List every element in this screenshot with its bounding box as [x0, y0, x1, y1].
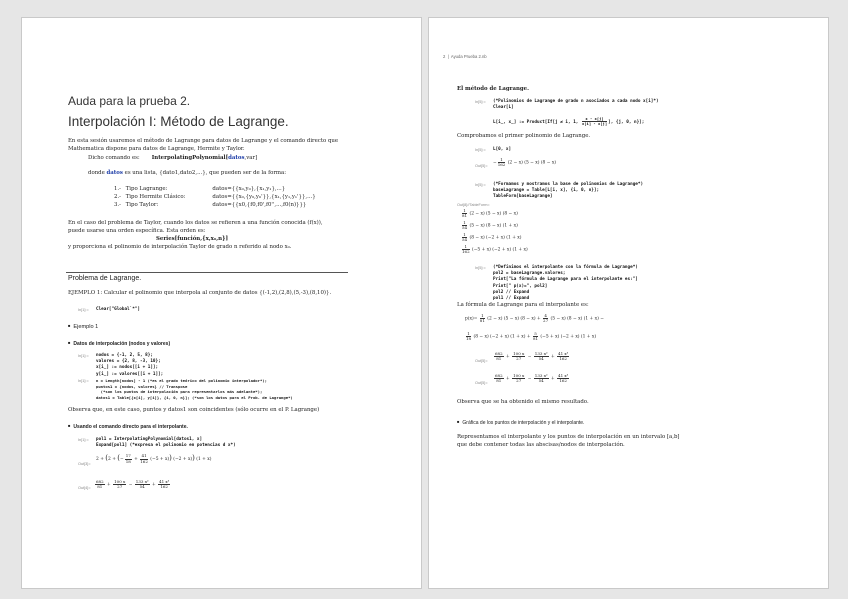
- section-ejemplo-1[interactable]: ■ Ejemplo 1: [68, 323, 98, 330]
- intro-line-4: [88, 170, 286, 177]
- in-label: In[1]:=: [78, 308, 89, 312]
- px-line-1: p(x)= $\frac{1}{81}$ (2 − x) (5 − x) (8 − x) + $\frac{4}{27}$ (5 − x) (8 − x) (1 + x) −: [465, 313, 604, 324]
- in-label: In[5]:=: [475, 183, 486, 187]
- command-end: ,var]: [244, 155, 258, 161]
- output-expand-a: $\frac{682}{81}$ + $\frac{100 x}{27}$ − $\frac{\text{133 x²}}{54}$ + $\frac{\text{41 x³}}{162}$: [495, 351, 569, 362]
- code-cell-puntos[interactable]: n = Length[nodos] - 1 (*es el grado teórico del polinomio interpolador*); puntos1 = {nodos, valores} // Transpose (*son los puntos de interpolación para representarlos más adelante*); datos1 = Table[{x[i], y[i]}, {i, 0, n}]; (*son los datos para el Prob. de Lagrange*): [96, 378, 293, 400]
- type-name: Tipo Lagrange:: [125, 186, 168, 192]
- section-comando-directo[interactable]: ■ Usando el comando directo para el interpolante.: [68, 423, 188, 430]
- table-row: $\frac{1}{162}$ (−5 + x) (−2 + x) (1 + x): [462, 244, 528, 255]
- code-cell-pol1[interactable]: pol1 = InterpolatingPolynomial[datos1, x] Expand[pol1] (*expresa el polinomio en potencias d x*): [96, 437, 236, 449]
- intro-line-1: En esta sesión usaremos el método de Lagrange para datos de Lagrange y el comando directo que: [68, 138, 339, 144]
- formula-intro: La fórmula de Lagrange para el interpolante es:: [457, 302, 589, 308]
- code-cell-base[interactable]: (*Formamos y mostramos la base de polinomios de Lagrange*) baseLagrange = Table[L[i, x], {i, 0, n}]; TableForm[baseLagrange]: [493, 182, 644, 200]
- out-label: Out[3]=: [78, 462, 91, 466]
- intro-line-3: [88, 155, 257, 162]
- out-label-2: Out[4]=: [78, 486, 91, 490]
- in-label: In[5]:=: [475, 148, 486, 152]
- type-num: 1.-: [114, 186, 121, 192]
- type-num: 3.-: [114, 202, 121, 208]
- clear-cell[interactable]: Clear["Global`*"]: [96, 307, 140, 312]
- intro-line-2: Mathematica dispone para datos de Lagrange, Hermite y Taylor.: [68, 146, 245, 152]
- doc-title: Auda para la prueba 2.: [68, 94, 191, 108]
- type-form: datos={{x₀,{y₀,y₀'}},{x₁,{y₁,y₁'}},...}: [212, 194, 316, 200]
- table-row: $\frac{1}{81}$ (2 − x) (5 − x) (8 − x): [462, 208, 518, 219]
- code-cell-L0[interactable]: L[0, x]: [493, 147, 512, 152]
- intro-text: Dicho comando es:: [88, 155, 140, 161]
- section-lagrange: Problema de Lagrange.: [68, 275, 142, 282]
- type-num: 2.-: [114, 194, 121, 200]
- notebook-name: Ayuda Prueba 2.nb: [450, 54, 487, 59]
- command-arg: datos: [228, 155, 245, 161]
- grafica-line-2: que debe contener todas las abscisas/nodos de interpolación.: [457, 442, 625, 448]
- page-left: [22, 18, 421, 588]
- type-name: Tipo Taylor:: [125, 202, 159, 208]
- observa-text: Observa que, en este caso, puntos y datos1 son coincidentes (sólo ocurre en el P. Lagrange): [68, 407, 320, 413]
- table-row: $\frac{1}{54}$ (8 − x) (−2 + x) (1 + x): [462, 232, 522, 243]
- table-row: $\frac{1}{54}$ (5 − x) (8 − x) (1 + x): [462, 220, 518, 231]
- intro4-b: datos: [106, 170, 123, 176]
- ejemplo-text: EJEMPLO 1: Calcular el polinomio que interpola al conjunto de datos {(-1,2),(2,8),(5,-3),(8,10)}.: [68, 290, 332, 296]
- command-name: InterpolatingPolynomial[: [151, 155, 229, 161]
- section-rule: [66, 272, 348, 273]
- out-label: Out[5]=: [475, 164, 488, 168]
- in-label: In[1]:=: [78, 354, 89, 358]
- tableform-label: Out[8]//TableForm=: [457, 203, 490, 207]
- type-3: [114, 202, 306, 209]
- px-line-2: $\frac{1}{18}$ (8 − x) (−2 + x) (1 + x) + $\frac{5}{81}$ (−5 + x) (−2 + x) (1 + x): [466, 331, 597, 342]
- section-metodo: El método de Lagrange.: [457, 86, 529, 92]
- taylor-command: Series[función,{x,x₀,n}]: [156, 236, 229, 242]
- type-form: datos={{x0,{f0,f0',f0'',...,f0(n)}}}: [212, 202, 307, 208]
- output-L0: − $\frac{1}{162}$ (2 − x) (5 − x) (8 − x): [493, 157, 557, 168]
- observa-text: Observa que se ha obtenido el mismo resultado.: [457, 399, 589, 405]
- in-label: In[1]:=: [78, 438, 89, 442]
- section-datos[interactable]: ■ Datos de interpolación (nodos y valores): [68, 340, 170, 347]
- taylor-line-1: En el caso del problema de Taylor, cuando los datos se refieren a una función conocida (f(x)),: [68, 220, 323, 226]
- intro4-a: donde: [88, 170, 105, 176]
- header-page-number: 2 | Ayuda Prueba 2.nb: [443, 54, 487, 59]
- out-label: Out[5]=: [475, 359, 488, 363]
- type-2: [114, 194, 316, 201]
- code-cell-L-def[interactable]: L[i_, x_] := Product[If[j ≠ i, 1, $\frac{x - x[j]}{x[i] - x[j]}$ ], {j, 0, n}];: [493, 116, 645, 126]
- page-right: [429, 18, 828, 588]
- in-label: In[5]:=: [475, 100, 486, 104]
- type-1: [114, 186, 285, 193]
- in-label: In[1]:=: [78, 379, 89, 383]
- out-label: Out[5]=: [475, 381, 488, 385]
- code-cell-pol2[interactable]: (*Definimos el interpolante con la fórmula de Lagrange*) pol2 = baseLagrange.valores; Print["La fórmula de Lagrange para el interpolante es:"] Print[" p(x)=", pol2] pol2 // Expand pol1 // Expand: [493, 265, 638, 302]
- section-grafica[interactable]: ■ Gráfica de los puntos de interpolación y el interpolante.: [457, 419, 584, 426]
- type-form: datos={{x₀,y₀},{x₁,y₁},...}: [212, 186, 286, 192]
- comprobamos-text: Comprobamos el primer polinomio de Lagrange.: [457, 133, 591, 139]
- intro4-c: es una lista, {dato1,dato2,...}, que pueden ser de la forma:: [124, 170, 287, 176]
- in-label: In[5]:=: [475, 266, 486, 270]
- code-cell-datos[interactable]: nodos = {-1, 2, 5, 8}; valores = {2, 8, -3, 10}; x[i_] := nodos[[i + 1]]; y[i_] := valores[[i + 1]];: [96, 353, 164, 377]
- grafica-line-1: Representamos el interpolante y los puntos de interpolación en un intervalo [a,b]: [457, 434, 680, 440]
- taylor-line-4: y proporciona el polinomio de interpolación Taylor de grado n referido al nodo x₀.: [68, 244, 292, 250]
- code-cell-L[interactable]: (*Polinomios de Lagrange de grado n asociados a cada nodo x[i]*) Clear[L]: [493, 99, 659, 111]
- type-name: Tipo Hermite Clásico:: [125, 194, 186, 200]
- output-pol1: 2 + (2 + (− $\frac{17}{18}$ + $\frac{41}{162}$ (−5 + x)) (−2 + x)) (1 + x): [96, 453, 212, 464]
- doc-subtitle: Interpolación I: Método de Lagrange.: [68, 114, 289, 129]
- output-expand: $\frac{682}{81}$ + $\frac{100 x}{27}$ − $\frac{\text{133 x²}}{54}$ + $\frac{\text{41 x³}}{162}$: [96, 479, 170, 490]
- taylor-line-2: puede usarse una orden específica. Esta orden es:: [68, 228, 206, 234]
- page-number: 2: [443, 54, 446, 59]
- output-expand-b: $\frac{682}{81}$ + $\frac{100 x}{27}$ − $\frac{\text{133 x²}}{54}$ + $\frac{\text{41 x³}}{162}$: [495, 373, 569, 384]
